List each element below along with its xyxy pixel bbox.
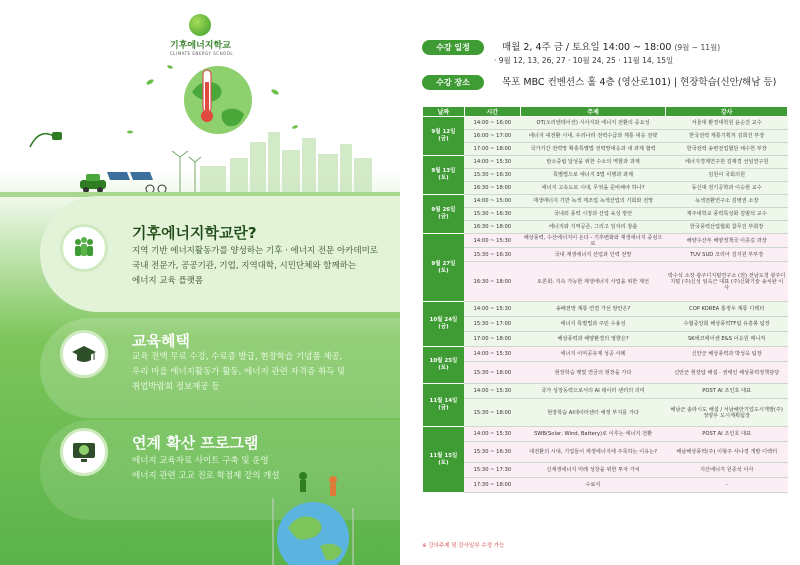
table-row [423,130,788,143]
section-line: 교육 전액 무료 수강, 수료증 발급, 현장학습 기념품 제공, [132,352,343,362]
time-cell: 17:30 ~ 18:00 [464,478,520,493]
time-cell: 14:00 ~ 15:30 [464,427,520,442]
date-text: 10월 25일 [429,358,458,364]
date-cell [423,156,465,195]
logo-subtitle: CLIMATE ENERGY SCHOOL [170,51,234,56]
time-cell: 15:30 ~ 16:30 [464,248,520,262]
lecturer-cell: 해양수산부 해양정책국 이종길 과장 [666,234,788,248]
date-cell [423,427,465,493]
venue-text: 목포 MBC 컨벤션스 홀 4층 (영산로101) | 현장학습(신안/해남 등) [502,77,777,88]
date-text: 9월 12일 [431,129,456,135]
table-row [423,221,788,234]
topic-cell: 에너지 대전환 시대, 우리나라 전력수급과 계통 대응 전략 [520,130,666,143]
schedule-text-row [502,40,720,55]
section-body [132,350,345,395]
section-title: 연계 확산 프로그램 [132,434,259,452]
topic-cell: 대전환의 시대, 기업들이 재생에너지에 주목하는 이유는? [520,442,666,463]
date-text: 9월 27일 [431,260,456,267]
topic-cell: 에너지와 지역공존, 그리고 일자리 창출 [520,221,666,234]
table-row [423,332,788,347]
lecturer-cell: 지산에너지 원종석 이사 [666,463,788,478]
time-cell: 14:00 ~ 15:30 [464,302,520,317]
table-row [423,248,788,262]
footnote: ※ 강의주제 및 강사일부 수정 가능 [422,543,505,549]
earth-city-illustration [0,62,400,197]
table-row [423,427,788,442]
date-cell [423,302,465,347]
date-text: 9월 26일 [431,207,456,213]
topic-cell: 국가기간 전력망 확충특별법 전력망대응과 새 과제 협력 [520,143,666,156]
topic-cell: 송배전망 계통 연결 가선 방안은? [520,302,666,317]
lecturer-cell: 박수석 소장 광주디지털연구소 (전) 전남도청 광주디지털 (주)신성 임옥근 대표 (주)신화기술 송치완 이사 [666,262,788,302]
topic-cell: 해상풍력, 수산에너지이 온다 - 기후변화와 재생에너지 중심으로 [520,234,666,248]
day-text: (토) [438,175,449,181]
leaf-logo-icon [189,14,211,36]
date-text: 10월 24일 [429,317,458,323]
schedule-dates: · 9월 12, 13, 26, 27 · 10월 24, 25 · 11월 14, 15일 [494,56,674,65]
time-cell: 16:30 ~ 18:00 [464,182,520,195]
lecturer-cell: 수협중앙회 해상풍력TF팀 유흥봉 팀장 [666,317,788,332]
table-row [423,143,788,156]
time-cell: 15:30 ~ 17:30 [464,463,520,478]
lecturer-cell: - [666,478,788,493]
people-icon [60,224,108,272]
day-text: (토) [438,365,449,371]
time-cell: 14:00 ~ 15:30 [464,347,520,362]
time-cell: 15:30 ~ 16:30 [464,442,520,463]
topic-cell: 탄소중립 달성을 위한 수소의 역할과 과제 [520,156,666,169]
date-cell [423,384,465,427]
day-text: (금) [438,214,449,220]
right-page [400,0,800,565]
header-time: 시간 [464,107,520,117]
section-line: 취업박람회 정보제공 등 [132,382,220,392]
time-cell: 15:30 ~ 18:00 [464,399,520,427]
table-row [423,347,788,362]
table-row [423,478,788,493]
day-text: (금) [438,405,449,411]
time-cell: 14:00 ~ 15:30 [464,156,520,169]
day-text: (토) [438,459,449,466]
lecturer-cell: 신안군 현장답 해설 · 권태인 해상풍력정책담당 [666,362,788,384]
table-row [423,362,788,384]
header-lecturer: 강사 [666,107,788,117]
venue-label: 수강 장소 [422,75,484,90]
header-topic: 주제 [520,107,666,117]
section-line: 에너지 교육 플랫폼 [132,276,204,286]
topic-cell: 현장학습 AI데이터센터 예정 부지를 가다 [520,399,666,427]
schedule-table-body [423,117,788,493]
time-cell: 17:00 ~ 18:00 [464,143,520,156]
date-cell [423,195,465,234]
time-cell: 16:30 ~ 18:00 [464,221,520,234]
topic-cell: 재생에너지 기반 녹색 제조업 녹색산업의 기회와 전망 [520,195,666,208]
table-row [423,117,788,130]
schedule-text: 매월 2, 4주 금 / 토요일 14:00 ~ 18:00 [502,42,672,53]
topic-cell: 토론회: 지속 가능한 재생에너지 사업을 위한 제언 [520,262,666,302]
venue-info [422,75,484,90]
day-text: (금) [438,324,449,330]
table-row [423,317,788,332]
date-text: 9월 13일 [431,168,456,174]
lecturer-cell: 해남군 솔라시도 해설 / 서남해안기업도시개발(주) 정양우 도시계획팀장 [666,399,788,427]
day-text: (토) [438,267,449,274]
lecturer-cell: 김원이 국회의원 [666,169,788,182]
table-row [423,195,788,208]
lecturer-cell: 서울대 환경대학원 윤순진 교수 [666,117,788,130]
table-header-row [423,107,788,117]
logo [170,14,234,56]
lecturer-cell: 제주대학교 풍력특성화 김범석 교수 [666,208,788,221]
table-row [423,302,788,317]
time-cell: 14:00 ~ 15:30 [464,234,520,248]
section-line: 지역 기반 에너지활동가를 양성하는 기후 · 에너지 전문 아카데미로 [132,246,379,256]
topic-cell: SWB(Solar, Wind, Battery)로 이루는 에너지 전환 [520,427,666,442]
lecturer-cell: 녹색전환연구소 김병권 소장 [666,195,788,208]
logo-name: 기후에너지학교 [170,41,231,51]
date-cell [423,117,465,156]
time-cell: 14:00 ~ 15:00 [464,195,520,208]
topic-cell: 국내 재생에너지 산업과 인력 전망 [520,248,666,262]
schedule-table [422,106,788,493]
section-title: 기후에너지학교란? [132,224,257,242]
section-line: 국내 전문가, 공공기관, 기업, 지역대학, 시민단체와 함께하는 [132,261,357,271]
date-text: 11월 15일 [429,452,458,459]
topic-cell: 에너지 특별법과 주민 수용성 [520,317,666,332]
time-cell: 15:30 ~ 16:30 [464,208,520,221]
topic-cell: 국가 성장동력으로서의 AI 데이터 센터의 의미 [520,384,666,399]
time-cell: 14:00 ~ 16:00 [464,117,520,130]
lecturer-cell: 에너지경제연구원 김재경 선임연구원 [666,156,788,169]
time-cell: 15:30 ~ 17:00 [464,317,520,332]
lecturer-cell: 한국전력 송변전업협단 채수헌 부장 [666,143,788,156]
topic-cell: 신재생에너지 미래 성장을 위한 투자 가치 [520,463,666,478]
table-row [423,262,788,302]
time-cell: 17:00 ~ 18:00 [464,332,520,347]
lecturer-cell: COP KOREA 홍정우 계통 디렉터 [666,302,788,317]
section-body [132,244,378,289]
monitor-globe-icon [60,428,108,476]
lecturer-cell: 동신대 전기공학과 이승현 교수 [666,182,788,195]
table-row [423,463,788,478]
lecturer-cell: POST AI 조인호 대표 [666,427,788,442]
time-cell: 16:30 ~ 18:00 [464,262,520,302]
schedule-months: (9월 ~ 11월) [674,43,721,52]
table-row [423,208,788,221]
table-row [423,156,788,169]
topic-cell: 현장학습 햇빛 연금의 현장을 가다 [520,362,666,384]
day-text: (금) [438,136,449,142]
table-row [423,234,788,248]
header-date: 날짜 [423,107,465,117]
time-cell: 15:30 ~ 16:30 [464,169,520,182]
lecturer-cell: POST AI 조인호 대표 [666,384,788,399]
date-cell [423,347,465,384]
table-row [423,442,788,463]
lecturer-cell: 해남해상풍력(주) 이형주 사나경 개발 디렉터 [666,442,788,463]
date-cell [423,234,465,302]
table-row [423,169,788,182]
topic-cell: 에너지 고속도로 시대, 무엇을 준비해야 하나? [520,182,666,195]
topic-cell: 특별법으로 에너지 3법 이행과 과제 [520,169,666,182]
lecturer-cell: 한국전력 계통기획처 김희진 부장 [666,130,788,143]
date-text: 11월 14일 [429,398,458,404]
lecturer-cell: 한국풍력산업협회 참무진 부회장 [666,221,788,234]
section-line: 에너지 교육자료 사이트 구축 및 운영 [132,456,269,466]
graduation-cap-icon [60,330,108,378]
topic-cell: 국내외 풍력 시장과 산업 육성 방안 [520,208,666,221]
time-cell: 14:00 ~ 15:30 [464,384,520,399]
section-title: 교육혜택 [132,332,190,350]
schedule-label: 수강 일정 [422,40,484,55]
topic-cell: 해상풍력과 해양환경의 영향은? [520,332,666,347]
lecturer-cell: TUV SUD 코리아 김지원 부부장 [666,248,788,262]
time-cell: 15:30 ~ 18:00 [464,362,520,384]
table-row [423,384,788,399]
schedule-info [422,40,484,55]
table-row [423,182,788,195]
topic-cell: 수료식 [520,478,666,493]
lecturer-cell: SK에코에이센 E&S 이승원 매니저 [666,332,788,347]
topic-cell: OT(오리엔테이션) 시사지와 에너지 전환의 중요성 [520,117,666,130]
globe-people-illustration [258,468,368,565]
lecturer-cell: 신안군 해상풍력과 박성욱 팀장 [666,347,788,362]
section-line: 에너지 관련 고교 진로 학점제 강의 개설 [132,471,280,481]
section-line: 우리 마을 에너지활동가 활동, 에너지 관련 자격증 취득 및 [132,367,346,377]
topic-cell: 에너지 이익공유제 성공 사례 [520,347,666,362]
time-cell: 16:00 ~ 17:00 [464,130,520,143]
table-row [423,399,788,427]
